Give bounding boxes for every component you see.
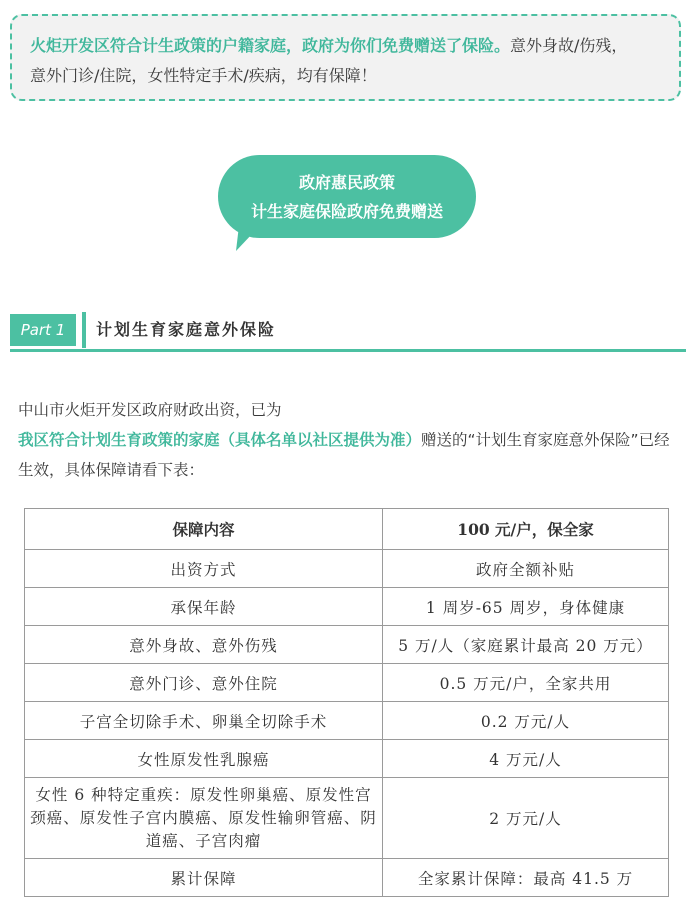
bubble-line2: 计生家庭保险政府免费赠送 — [250, 202, 443, 221]
table-row — [25, 702, 669, 740]
section-underline — [10, 349, 686, 352]
row-value: 0.5 万元/户，全家共用 — [383, 664, 669, 702]
bubble-line1: 政府惠民政策 — [298, 173, 395, 192]
row-value: 5 万/人（家庭累计最高 20 万元） — [383, 626, 669, 664]
intro-after: 赠送的“计划生育家庭意外保险”已经生效，具体保障请看下表： — [18, 431, 670, 479]
row-label: 女性 6 种特定重疾：原发性卵巢癌、原发性宫颈癌、原发性子宫内膜癌、原发性输卵管癌、阴道癌、子宫肉瘤 — [25, 778, 383, 859]
table-row — [25, 740, 669, 778]
coverage-table — [24, 508, 669, 897]
table-header-row — [25, 509, 669, 550]
table-row — [25, 664, 669, 702]
row-value: 2 万元/人 — [383, 778, 669, 859]
notice-highlight: 火炬开发区符合计生政策的户籍家庭，政府为你们免费赠送了保险。 — [30, 36, 511, 55]
header-coverage-price: 100 元/户，保全家 — [383, 509, 669, 550]
bubble-body — [218, 155, 476, 238]
table-row — [25, 626, 669, 664]
row-label: 累计保障 — [25, 859, 383, 897]
notice-box — [10, 14, 681, 101]
row-value: 全家累计保障：最高 41.5 万 — [383, 859, 669, 897]
speech-bubble — [218, 155, 476, 255]
row-label: 意外门诊、意外住院 — [25, 664, 383, 702]
header-coverage-item: 保障内容 — [25, 509, 383, 550]
row-value: 1 周岁-65 周岁，身体健康 — [383, 588, 669, 626]
row-label: 意外身故、意外伤残 — [25, 626, 383, 664]
row-label: 女性原发性乳腺癌 — [25, 740, 383, 778]
row-value: 政府全额补贴 — [383, 550, 669, 588]
notice-line1-rest: 意外身故/伤残， — [510, 36, 628, 55]
row-value: 4 万元/人 — [383, 740, 669, 778]
section-title: 计划生育家庭意外保险 — [96, 320, 277, 339]
intro-highlight: 我区符合计划生育政策的家庭（具体名单以社区提供为准） — [18, 431, 422, 449]
part-divider — [82, 312, 86, 348]
row-label: 出资方式 — [25, 550, 383, 588]
table-row — [25, 588, 669, 626]
notice-line2: 意外门诊/住院，女性特定手术/疾病，均有保障！ — [30, 66, 377, 85]
table-row — [25, 778, 669, 859]
row-label: 承保年龄 — [25, 588, 383, 626]
row-value: 0.2 万元/人 — [383, 702, 669, 740]
table-row — [25, 859, 669, 897]
table-row — [25, 550, 669, 588]
section-header — [10, 310, 686, 354]
intro-paragraph — [18, 395, 678, 485]
intro-before: 中山市火炬开发区政府财政出资，已为 — [18, 401, 282, 419]
row-label: 子宫全切除手术、卵巢全切除手术 — [25, 702, 383, 740]
part-tag: Part 1 — [10, 314, 76, 346]
